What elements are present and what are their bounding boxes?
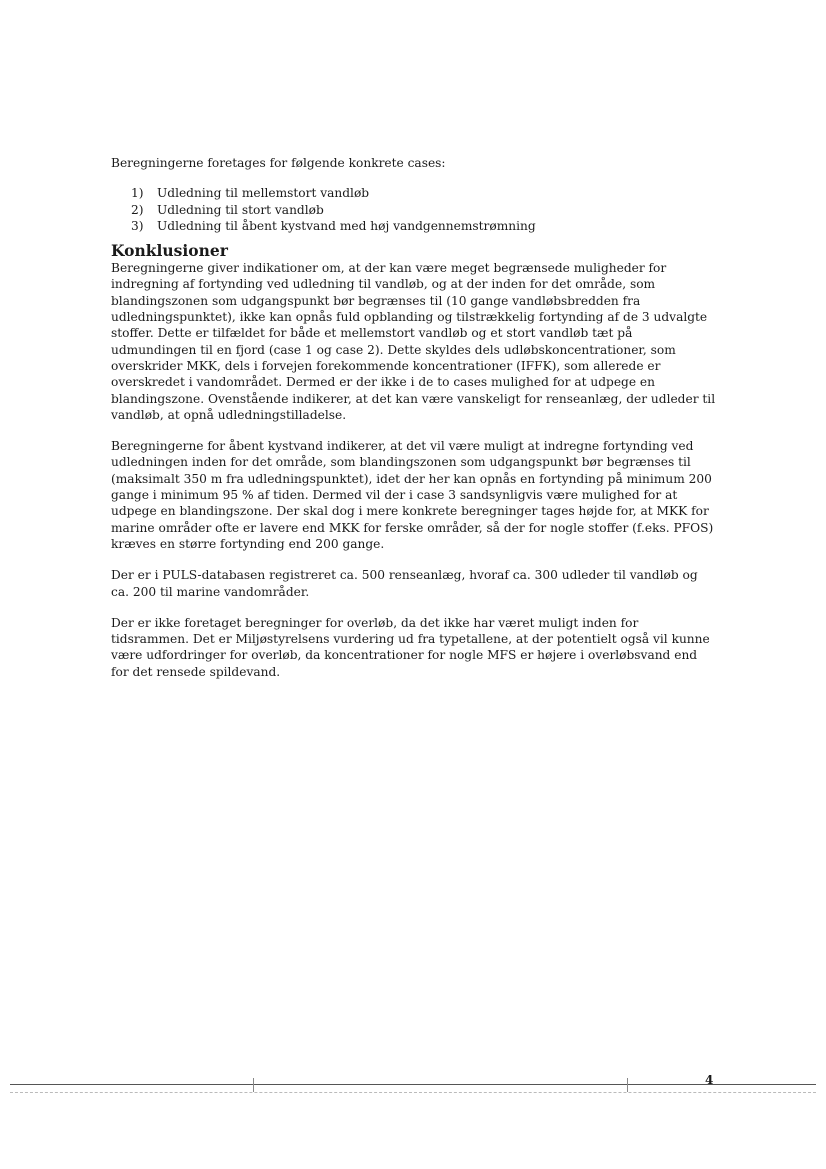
- footer-tick: [627, 1078, 628, 1092]
- paragraph-conclusion-4: Der er ikke foretaget beregninger for overløb, da det ikke har været muligt inden for tidsrammen. Det er Miljøstyrelsens vurdering ud fra typetallene, at der potentielt også vil kunne være udfordringer for overløb, da koncentrationer for nogle MFS er højere i overløbsvand end for det rensede spildevand.: [111, 615, 710, 679]
- list-number: 3): [131, 218, 144, 233]
- intro-text: Beregningerne foretages for følgende konkrete cases:: [111, 156, 446, 170]
- list-item: [131, 218, 717, 234]
- paragraph-conclusion-2: Beregningerne for åbent kystvand indikerer, at det vil være muligt at indregne fortynding ved udledningen inden for det område, som blandingszonen som udgangspunkt bør begrænses til (maksimalt 350 m fra udledningspunktet), idet der her kan opnås en fortynding på minimum 200 gange i minimum 95 % af tiden. Dermed vil der i case 3 sandsynligvis være mulighed for at udpege en blandingszone. Der skal dog i mere konkrete beregninger tages højde for, at MKK for marine områder ofte er lavere end MKK for ferske områder, så der for nogle stoffer (f.eks. PFOS) kræves en større fortynding end 200 gange.: [111, 439, 714, 551]
- document-body: [111, 155, 717, 680]
- footer-rule: [10, 1084, 816, 1085]
- list-number: 2): [131, 202, 144, 217]
- list-text: Udledning til åbent kystvand med høj vandgennemstrømning: [157, 218, 536, 233]
- page-number: 4: [705, 1073, 714, 1087]
- list-number: 1): [131, 186, 144, 201]
- section-heading: Konklusioner: [111, 241, 228, 261]
- paragraph-conclusion-3: Der er i PULS-databasen registreret ca. 500 renseanlæg, hvoraf ca. 300 udleder til vandløb og ca. 200 til marine vandområder.: [111, 568, 698, 599]
- list-text: Udledning til mellemstort vandløb: [157, 186, 370, 201]
- paragraph-conclusion-1: Beregningerne giver indikationer om, at der kan være meget begrænsede muligheder for indregning af fortynding ved udledning til vandløb, og at der inden for det område, som blandingszonen som udgangspunkt bør begrænses til (10 gange vandløbsbredden fra udledningspunktet), ikke kan opnås fuld opblanding og tilstrækkelig fortynding af de 3 udvalgte stoffer. Dette er tilfældet for både et mellemstort vandløb og et stort vandløb tæt på udmundingen til en fjord (case 1 og case 2). Dette skyldes dels udløbskoncentrationer, som overskrider MKK, dels i forvejen forekommende koncentrationer (IFFK), som allerede er overskredet i vandområdet. Dermed er der ikke i de to cases mulighed for at udpege en blandingszone. Ovenstående indikerer, at det kan være vanskeligt for renseanlæg, der udleder til vandløb, at opnå udledningstilladelse.: [111, 261, 716, 422]
- case-list: [111, 185, 717, 234]
- footer-rule-secondary: [10, 1092, 816, 1093]
- list-text: Udledning til stort vandløb: [157, 202, 324, 217]
- footer-tick: [253, 1078, 254, 1092]
- list-item: [131, 202, 717, 218]
- list-item: [131, 185, 717, 201]
